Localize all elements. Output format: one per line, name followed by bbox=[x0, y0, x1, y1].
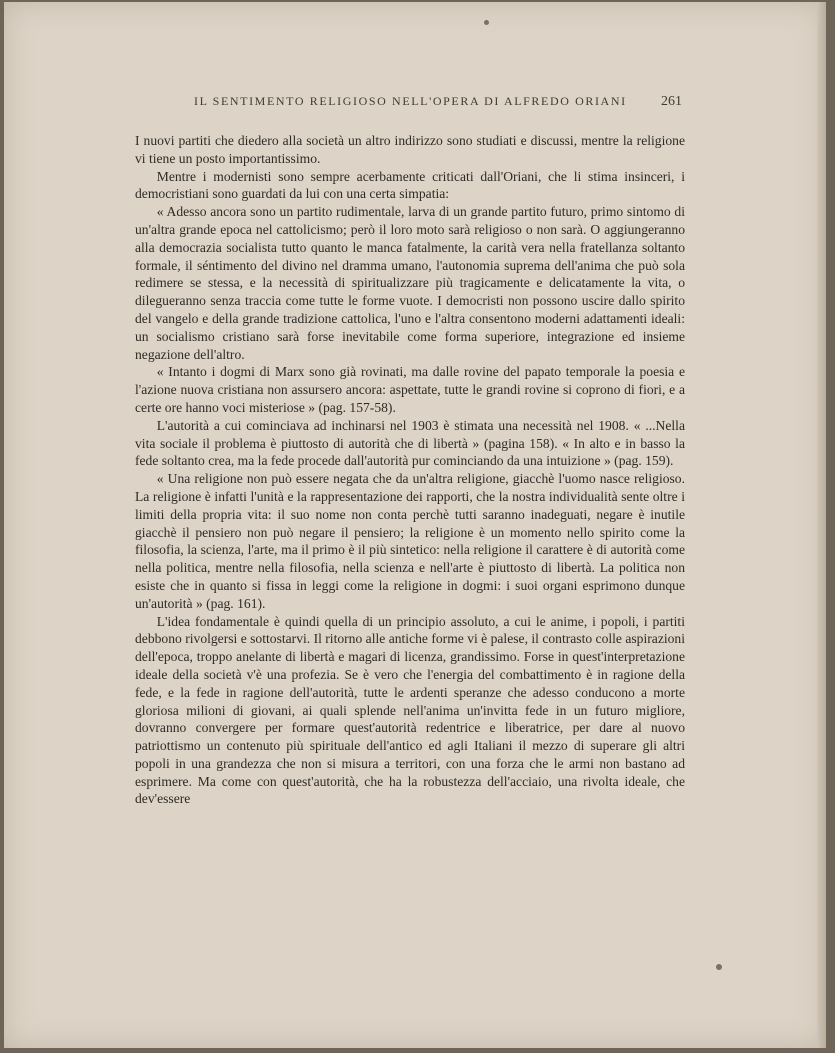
page-edge bbox=[817, 2, 826, 1048]
paper-speck bbox=[716, 964, 722, 970]
paragraph: « Una religione non può essere negata che da un'altra religione, giacchè l'uomo nasce religioso. La religione è infatti l'unità e la rappresentazione dei rapporti, che la nostra individualità sente oltre i limiti della propria vita: il suo nome non conta perchè tutti saranno inadeguati, negare è inutile giacchè il pensiero non può negare il pensiero; la religione è un momento nello spirito come la filosofia, la scienza, l'arte, ma il primo è il più sintetico: nella religione il carattere è di autorità come nella politica, mentre nella filosofia, nella scienza e nell'arte è piuttosto di libertà. La politica non esiste che in quanto si fissa in leggi come la religione in dogmi: i suoi organi esprimono dunque un'autorità » (pag. 161). bbox=[135, 471, 685, 611]
book-page bbox=[4, 2, 826, 1048]
page-number: 261 bbox=[661, 94, 682, 109]
paragraph: Mentre i modernisti sono sempre acerbamente criticati dall'Oriani, che li stima insinceri, i democristiani sono guardati da lui con una certa simpatia: bbox=[135, 168, 685, 202]
page-header bbox=[194, 94, 682, 110]
running-title: IL SENTIMENTO RELIGIOSO NELL'OPERA DI ALFREDO ORIANI bbox=[194, 94, 627, 108]
paragraph: « Adesso ancora sono un partito rudimentale, larva di un grande partito futuro, primo sintomo di un'altra grande epoca nel cattolicismo; però il loro moto sarà religioso o non sarà. O aggiungeranno alla democrazia socialista tutto quanto le manca fatalmente, la carità vera nella fratellanza soltanto formale, il séntimento del divino nel dramma umano, l'autonomia suprema dell'anima che può sola redimere se stessa, e la necessità di spiritualizzare più tragicamente e delicatamente la vita, o dilegueranno senza traccia come tutte le forme vuote. I democristi non possono uscire dallo spirito del vangelo e della grande tradizione cattolica, l'uno e l'altra consentono moderni adattamenti ideali: un socialismo cristiano sarà forse inevitabile come forma superiore, integrazione ed insieme negazione dell'altro. bbox=[135, 204, 685, 362]
paragraph: L'idea fondamentale è quindi quella di un principio assoluto, a cui le anime, i popoli, i partiti debbono rivolgersi e sottostarvi. Il ritorno alle antiche forme vi è palese, il contrasto colle aspirazioni dell'epoca, troppo anelante di libertà e magari di licenza, grandissimo. Forse in quest'interpretazione ideale della società v'è una profezia. Se è vero che l'energia del combattimento è in ragione della fede, e la fede in ragione dell'autorità, tutte le ardenti speranze che adesso conducono a morte gloriosa milioni di giovani, ai quali splende nell'anima un'invitta fede in un futuro migliore, dovranno convergere per formare quest'autorità redentrice e liberatrice, per dare al nuovo patriottismo un contenuto più spirituale dell'antico ed agli Italiani il mezzo di superare gli altri popoli in una grandezza che non si misura a territori, con una forza che le armi non bastano ad esprimere. Ma come con quest'autorità, che ha la robustezza dell'acciaio, una rivolta ideale, che dev'essere bbox=[135, 613, 685, 807]
paper-speck bbox=[484, 20, 489, 25]
paragraph: I nuovi partiti che diedero alla società un altro indirizzo sono studiati e discussi, mentre la religione vi tiene un posto importantissimo. bbox=[135, 133, 685, 166]
body-text bbox=[135, 132, 685, 808]
paragraph: L'autorità a cui cominciava ad inchinarsi nel 1903 è stimata una necessità nel 1908. « ...Nella vita sociale il problema è piuttosto di autorità che di libertà » (pagina 158). « In alto e in basso la fede soltanto crea, ma la fede procede dall'autorità pur cominciando da una intuizione » (pag. 159). bbox=[135, 417, 685, 469]
paragraph: « Intanto i dogmi di Marx sono già rovinati, ma dalle rovine del papato temporale la poesia e l'azione nuova cristiana non assursero ancora: aspettate, tutte le grandi rovine si coprono di fiori, e a certe ore hanno voci misteriose » (pag. 157-58). bbox=[135, 364, 685, 415]
